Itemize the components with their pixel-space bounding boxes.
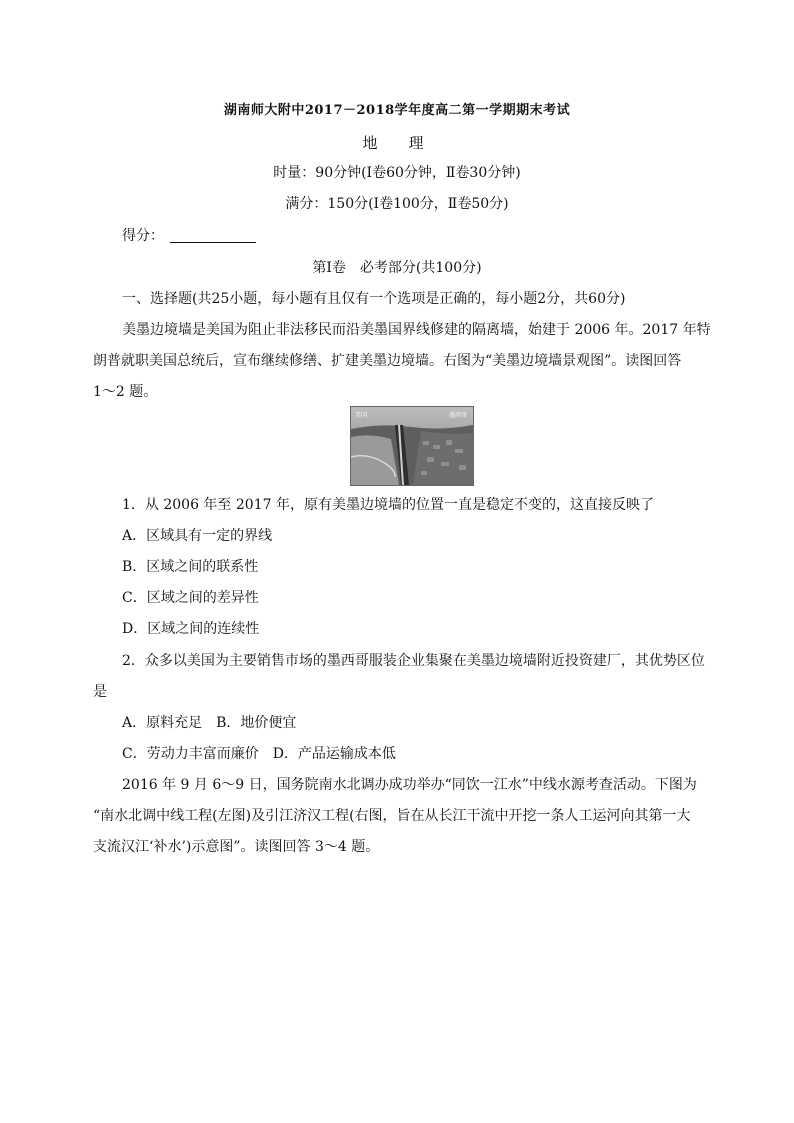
score-blank-line [170,228,256,243]
section-title: 第Ⅰ卷 必考部分(共100分) [312,260,482,276]
time-info: 时量：90分钟(Ⅰ卷60分钟，Ⅱ卷30分钟) [273,165,521,181]
passage1-line2: 朗普就职美国总统后，宣布继续修缮、扩建美墨边境墙。右图为“美墨边境墙景观图”。读图回答 [93,353,682,369]
full-score-info: 满分：150分(Ⅰ卷100分，Ⅱ卷50分) [285,196,509,212]
score-field [122,226,256,246]
passage2-line2: “南水北调中线工程(左图)及引江济汉工程(右图，旨在从长江干流中开挖一条人工运河向其第一大 [93,808,691,824]
score-label: 得分： [122,228,164,244]
photo-label-mexico: 墨西哥 [448,412,467,419]
exam-title: 湖南师大附中2017－2018学年度高二第一学期期末考试 [223,103,571,118]
question-2-options-row1: A．原料充足 B．地价便宜 [122,715,297,731]
subject-title: 地 理 [362,134,432,152]
question-1-option-b: B．区域之间的联系性 [122,559,259,575]
question-1-option-a: A．区域具有一定的界线 [122,528,273,544]
passage1-line1: 美墨边境墙是美国为阻止非法移民而沿美墨国界线修建的隔离墙，始建于 2006 年。2017 年特 [122,322,711,338]
border-wall-photo [350,406,474,486]
question-1-stem: 1．从 2006 年至 2017 年，原有美墨边境墙的位置一直是稳定不变的，这直接反映了 [122,497,654,513]
question-2-stem-line2: 是 [93,684,107,700]
section-instruction: 一、选择题(共25小题，每小题有且仅有一个选项是正确的，每小题2分，共60分) [122,291,626,307]
passage2-line3: 支流汉江‘补水’)示意图”。读图回答 3～4 题。 [93,839,380,855]
question-2-options-row2: C．劳动力丰富而廉价 D．产品运输成本低 [122,746,396,762]
question-1-option-d: D．区域之间的连续性 [122,621,260,637]
passage2-line1: 2016 年 9 月 6～9 日，国务院南水北调办成功举办“同饮一江水”中线水源考查活动。下图为 [122,777,697,793]
passage1-line3: 1～2 题。 [93,384,158,400]
photo-label-usa: 美国 [355,412,368,419]
question-2-stem-line1: 2．众多以美国为主要销售市场的墨西哥服装企业集聚在美墨边境墙附近投资建厂，其优势区位 [122,653,705,669]
question-1-option-c: C．区域之间的差异性 [122,590,259,606]
